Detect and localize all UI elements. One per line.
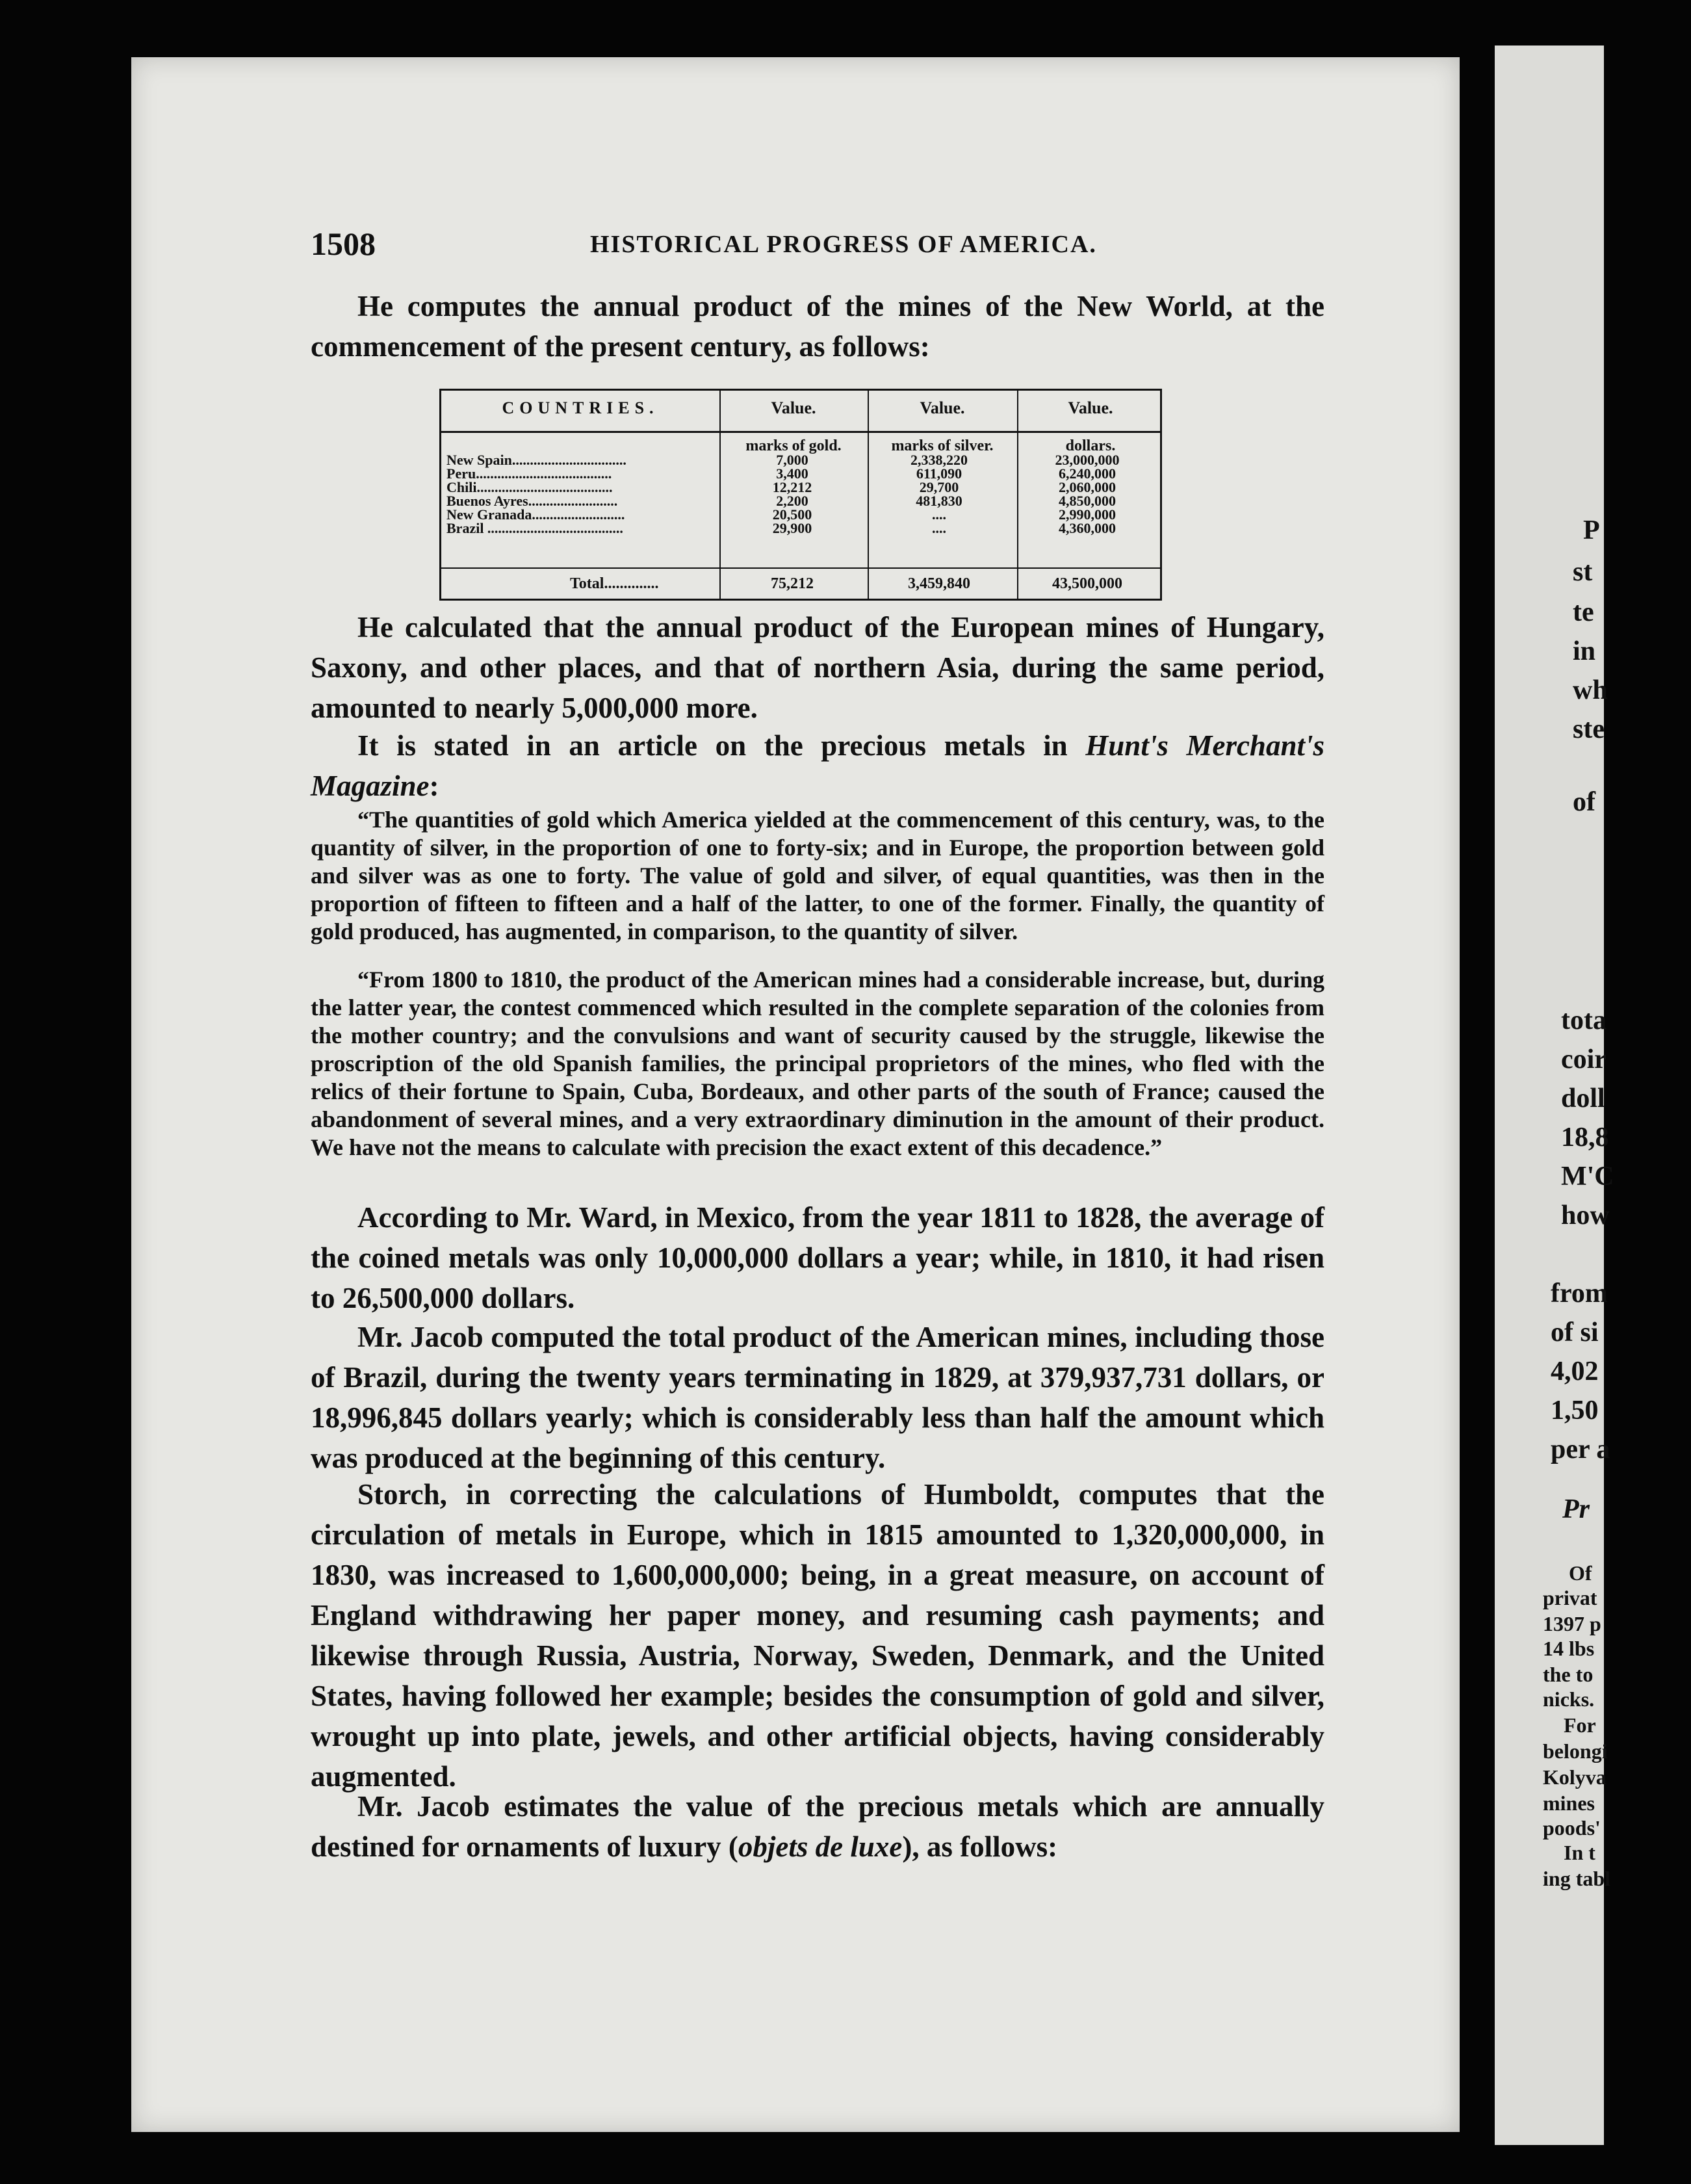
adjacent-text-fragment: of xyxy=(1573,787,1595,817)
table-header-countries: COUNTRIES. xyxy=(502,398,659,417)
running-title: HISTORICAL PROGRESS OF AMERICA. xyxy=(590,231,1097,258)
paragraph-storch: Storch, in correcting the calculations of Humboldt, computes that the circulation of metals in Europe, which in 1815 amounted to 1,320,000,000, in 1830, was increased to 1,600,000,000; being, in a great measure, on account of England withdrawing her paper money, and resuming cash payments; and likewise through Russia, Austria, Norway, Sweden, Denmark, and the United States, having followed her example; besides the consumption of gold and silver, wrought up into plate, jewels, and other artificial objects, having considerably augmented. xyxy=(311,1478,1324,1793)
table-row xyxy=(446,521,1159,535)
adjacent-text-fragment: Of xyxy=(1569,1561,1592,1585)
total-gold: 75,212 xyxy=(771,575,814,592)
adjacent-text-fragment: M'C xyxy=(1561,1162,1614,1191)
foreign-phrase: objets de luxe xyxy=(738,1830,903,1863)
table-unit-dollars: dollars. xyxy=(1065,437,1116,454)
table-row xyxy=(446,453,1159,467)
adjacent-text-fragment: ste xyxy=(1573,714,1605,744)
adjacent-text-fragment: st xyxy=(1573,557,1593,587)
quote-gold-silver: “The quantities of gold which America yielded at the commencement of this century, was, to the quantity of silver, in the proportion of one to forty-six; and in Europe, the proportion between gold and silver was as one to forty. The value of gold and silver, of equal quantities, was then in the proportion of fifteen to fifteen and a half of the latter, to one of the former. Finally, the quantity of gold produced, has augmented, in comparison, to the quantity of silver. xyxy=(311,807,1324,944)
country-name: New Granada.......................... xyxy=(446,506,625,523)
adjacent-text-fragment: tota xyxy=(1561,1006,1607,1035)
adjacent-text-fragment: te xyxy=(1573,597,1594,627)
adjacent-text-fragment: per a xyxy=(1551,1435,1610,1464)
gold-value: 2,200 xyxy=(776,493,808,509)
adjacent-text-fragment: poods' xyxy=(1543,1816,1601,1840)
adjacent-text-fragment: from xyxy=(1551,1279,1608,1308)
silver-value: .... xyxy=(932,520,946,536)
total-silver: 3,459,840 xyxy=(908,575,970,592)
paragraph-mr-ward: According to Mr. Ward, in Mexico, from the year 1811 to 1828, the average of the coined metals was only 10,000,000 dollars a year; while, in 1810, it had risen to 26,500,000 dollars. xyxy=(311,1201,1324,1314)
gold-value: 12,212 xyxy=(772,479,812,495)
adjacent-text-fragment: doll xyxy=(1561,1084,1605,1113)
table-body xyxy=(446,453,1159,535)
silver-value: 29,700 xyxy=(919,479,959,495)
total-label: Total.............. xyxy=(570,575,659,592)
table-unit-gold: marks of gold. xyxy=(745,437,842,454)
table-row xyxy=(446,508,1159,521)
mines-table xyxy=(439,389,1162,601)
adjacent-text-fragment: how xyxy=(1561,1201,1610,1230)
adjacent-text-fragment: In t xyxy=(1564,1841,1595,1864)
country-name: Buenos Ayres......................... xyxy=(446,493,618,509)
magazine-title: Hunt's Merchant's Magazine xyxy=(311,729,1324,802)
adjacent-text-fragment: nicks. xyxy=(1543,1687,1595,1711)
adjacent-text-fragment: 18,8 xyxy=(1561,1123,1609,1152)
dollar-value: 4,360,000 xyxy=(1059,520,1116,536)
silver-value: 2,338,220 xyxy=(910,452,968,468)
adjacent-text-fragment: 14 lbs xyxy=(1543,1637,1595,1660)
paragraph-hunts-magazine xyxy=(311,725,1324,806)
gold-value: 20,500 xyxy=(772,506,812,523)
table-header-value-gold: Value. xyxy=(771,398,816,417)
adjacent-text-fragment: of si xyxy=(1551,1318,1599,1347)
adjacent-text-fragment: in xyxy=(1573,636,1596,666)
table-header-rule xyxy=(441,431,1160,433)
adjacent-text-fragment: wh xyxy=(1573,675,1608,705)
text-segment: : xyxy=(429,770,439,802)
silver-value: .... xyxy=(932,506,946,523)
adjacent-text-fragment: mines xyxy=(1543,1791,1595,1815)
table-header-value-silver: Value. xyxy=(920,398,965,417)
paragraph-european-mines: He calculated that the annual product of the European mines of Hungary, Saxony, and other places, and that of northern Asia, during the same period, amounted to nearly 5,000,000 more. xyxy=(311,611,1324,724)
adjacent-text-fragment: belongi xyxy=(1543,1739,1608,1763)
table-row xyxy=(446,467,1159,480)
adjacent-text-fragment: P xyxy=(1583,515,1600,545)
silver-value: 481,830 xyxy=(916,493,962,509)
country-name: Chili...................................... xyxy=(446,479,613,495)
table-unit-silver: marks of silver. xyxy=(891,437,994,454)
gold-value: 29,900 xyxy=(772,520,812,536)
quote-1800-1810: “From 1800 to 1810, the product of the American mines had a considerable increase, but, during the latter year, the contest commenced which resulted in the complete separation of the colonies from the mother country; and the convulsions and want of security caused by the struggle, likewise the proscription of the old Spanish families, the principal proprietors of the mines, who fled with the relics of their fortune to Spain, Cuba, Bordeaux, and other parts of the south of France; caused the abandonment of several mines, and a very extraordinary diminution in the amount of their product. We have not the means to calculate with precision the exact extent of this decadence.” xyxy=(311,967,1324,1160)
adjacent-text-fragment: Kolyva xyxy=(1543,1765,1607,1789)
table-row xyxy=(446,494,1159,508)
table-row xyxy=(446,480,1159,494)
page-header xyxy=(311,225,1324,270)
text-segment: ), as follows: xyxy=(902,1830,1058,1863)
total-dollars: 43,500,000 xyxy=(1052,575,1122,592)
adjacent-text-fragment: For xyxy=(1564,1713,1596,1737)
dollar-value: 4,850,000 xyxy=(1059,493,1116,509)
country-name: New Spain................................ xyxy=(446,452,626,468)
adjacent-text-fragment: coir xyxy=(1561,1045,1607,1074)
text-segment: It is stated in an article on the precious metals in xyxy=(357,729,1086,762)
adjacent-text-fragment: the to xyxy=(1543,1663,1594,1686)
adjacent-text-fragment: 4,02 xyxy=(1551,1357,1599,1386)
paragraph-intro: He computes the annual product of the mines of the New World, at the commencement of the present century, as follows: xyxy=(311,290,1324,363)
page-number: 1508 xyxy=(311,226,376,262)
country-name: Brazil ...................................... xyxy=(446,520,623,536)
country-name: Peru...................................... xyxy=(446,465,612,482)
adjacent-text-fragment: 1397 p xyxy=(1543,1612,1601,1635)
dollar-value: 2,990,000 xyxy=(1059,506,1116,523)
dollar-value: 23,000,000 xyxy=(1055,452,1120,468)
gold-value: 3,400 xyxy=(776,465,808,482)
adjacent-text-fragment: ing tabl xyxy=(1543,1867,1611,1890)
silver-value: 611,090 xyxy=(916,465,962,482)
adjacent-text-fragment: privat xyxy=(1543,1586,1597,1609)
table-total-row xyxy=(446,575,1159,595)
paragraph-luxury xyxy=(311,1786,1324,1867)
table-total-rule xyxy=(441,567,1160,569)
gold-value: 7,000 xyxy=(776,452,808,468)
table-header-value-dollars: Value. xyxy=(1068,398,1113,417)
text-segment: Mr. Jacob estimates the value of the precious metals which are annually destined for ornaments of luxury ( xyxy=(311,1790,1324,1863)
dollar-value: 6,240,000 xyxy=(1059,465,1116,482)
adjacent-text-fragment: Pr xyxy=(1562,1494,1590,1524)
dollar-value: 2,060,000 xyxy=(1059,479,1116,495)
paragraph-mr-jacob: Mr. Jacob computed the total product of the American mines, including those of Brazil, during the twenty years terminating in 1829, at 379,937,731 dollars, or 18,996,845 dollars yearly; which is considerably less than half the amount which was produced at the beginning of this century. xyxy=(311,1321,1324,1474)
adjacent-text-fragment: 1,50 xyxy=(1551,1396,1599,1425)
